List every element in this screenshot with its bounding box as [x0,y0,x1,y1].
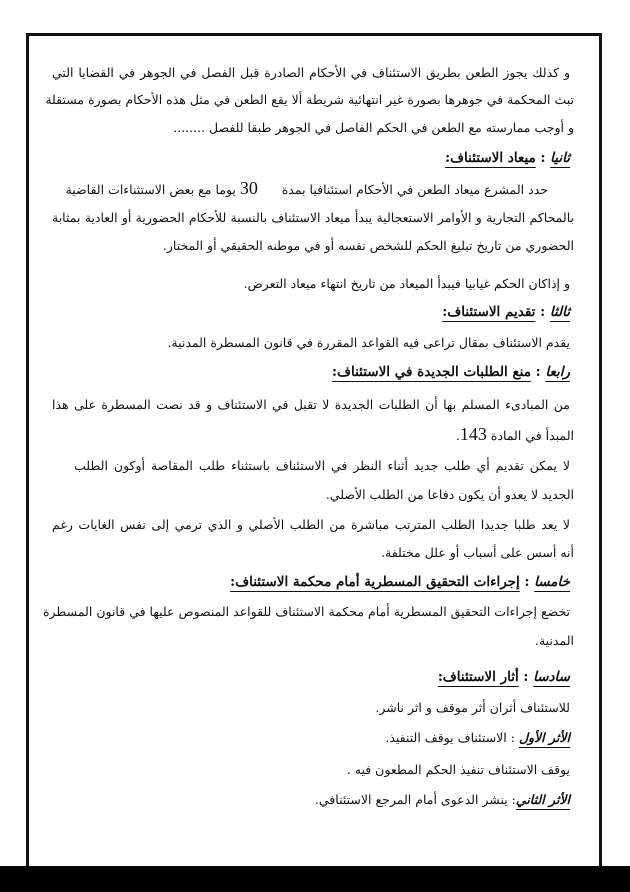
paragraph-line: و إذاكان الحكم غيابيا فيبدأ الميعاد من تاريخ انتهاء ميعاد التعرض. [243,276,570,291]
heading-title: ميعاد الاستئناف: [445,150,536,166]
paragraph-line: المدنية. [535,633,574,648]
paragraph-line: الحضوري من تاريخ تبليغ الحكم للشخص نفسه أو في موطنه الحقيقي أو المختار. [162,238,574,253]
effect-label: الأثر الأول [518,730,570,745]
heading-prefix: سادسا [533,669,570,685]
paragraph-line: أنه أسس على أسباب أو علل مختلفة. [381,545,574,560]
article-number: 143 [459,424,487,444]
section-heading-5: خامسا : إجراءات التحقيق المسطرية أمام محكمة الاستئناف: [230,574,570,590]
text: المبدأ في المادة [490,428,574,443]
text: . [455,428,460,443]
section-heading-6: سادسا : أثار الاستئناف: [437,669,570,685]
effect-line-2 [52,790,570,810]
heading-title: تقديم الاستئناف: [442,304,536,320]
paragraph-line: الجديد لا يعدو أن يكون دفاعا من الطلب الأصلي. [325,487,574,502]
paragraph-line: للاستئناف أثران أثر موقف و اثر ناشر. [375,700,570,715]
paragraph-line: من المبادىء المسلم بها أن الطلبات الجديدة لا تقبل في الاستئناف و قد نصت المسطرة على هذا [52,397,570,412]
effect-line-1 [52,728,570,748]
paragraph-line: و أوجب ممارسته مع الطعن في الحكم الفاصل في الجوهر طبقا للفصل ........ [173,120,574,135]
paragraph-line: تبث المحكمة في جوهرها بصورة غير انتهائية شريطة ألا يقع الطعن في مثل هذه الأحكام بصورة مستقلة [45,92,574,107]
section-heading-4: رابعا : منع الطلبات الجديدة في الاستئناف: [331,364,570,380]
heading-prefix: ثانيا [550,150,570,166]
days-number: 30 [239,178,258,198]
heading-title: منع الطلبات الجديدة في الاستئناف: [331,364,531,380]
paragraph-line [52,178,548,200]
text: يوما مع بعض الاستثناءات القاضية [65,182,236,197]
heading-title: أثار الاستئناف: [437,669,519,685]
paragraph-line: و كذلك يجوز الطعن بطريق الاستئناف في الأحكام الصادرة قبل الفصل في الجوهر في القضايا التي [52,65,570,80]
paragraph-line: تخضع إجراءات التحقيق المسطرية أمام محكمة الاستئناف للقواعد المنصوص عليها في قانون المسطرة [42,604,570,619]
section-heading-3: ثالثا : تقديم الاستئناف: [442,304,570,320]
paragraph-line: بالمحاكم التجارية و الأوامر الاستعجالية يبدأ ميعاد الاستئناف بالنسبة للأحكام الحضورية أو العادية بمثابة [52,210,574,225]
text: : ينشر الدعوى أمام المرجع الاستئنافي. [314,792,516,807]
text: حدد المشرع ميعاد الطعن في الأحكام استئنافيا بمدة [281,182,548,197]
bottom-black-bar [0,866,630,892]
paragraph-line: يقدم الاستئناف بمقال تراعى فيه القواعد المقررة في قانون المسطرة المدنية. [167,335,570,350]
section-heading-2: ثانيا : ميعاد الاستئناف: [445,150,570,166]
text: : الاستئناف يوقف التنفيذ. [385,730,519,745]
paragraph-line: لا يعد طلبا جديدا الطلب المترتب مباشرة من الطلب الأصلي و الذي ترمي إلى نفس الغايات رغم [52,517,570,532]
heading-prefix: خامسا [534,574,570,590]
heading-prefix: رابعا [545,364,570,380]
paragraph-line: يوقف الاستئناف تنفيذ الحكم المطعون فيه . [346,762,570,777]
paragraph-line: لا يمكن تقديم أي طلب جديد أثناء النظر في الاستئناف باستثناء طلب المقاصة أوكون الطلب [74,458,570,473]
heading-prefix: ثالثا [549,304,570,320]
paragraph-line [52,424,574,446]
heading-title: إجراءات التحقيق المسطرية أمام محكمة الاستئناف: [230,574,520,590]
effect-label: الأثر الثاني [515,792,570,807]
